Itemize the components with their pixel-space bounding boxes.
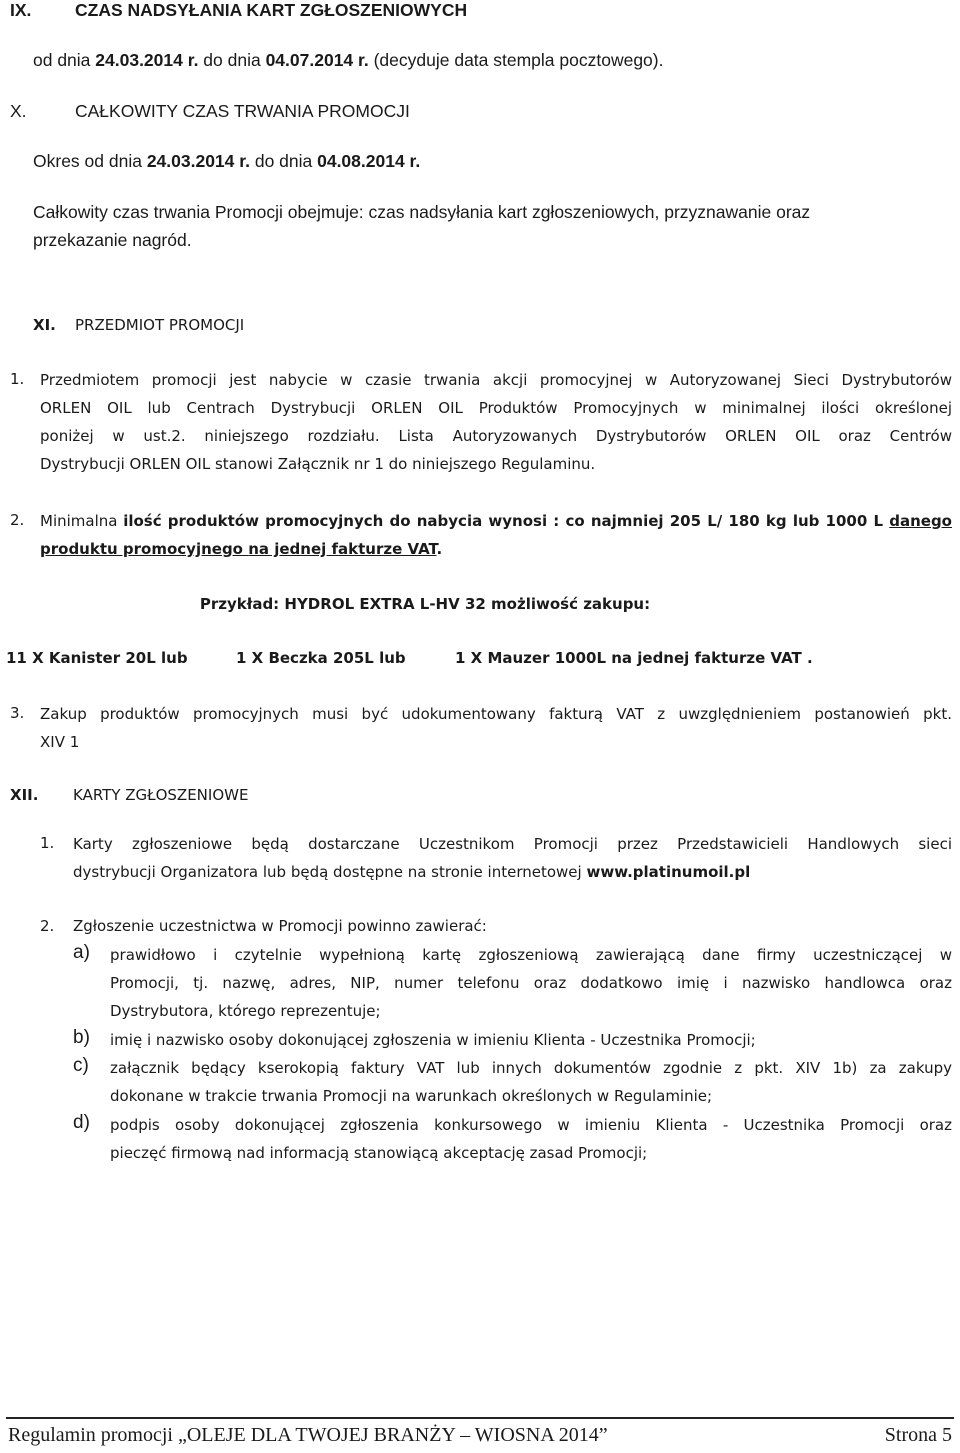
footer-divider — [6, 1417, 954, 1419]
dates-mid: do dnia — [198, 50, 266, 70]
s12-p1-line1: Karty zgłoszeniowe będą dostarczane Uczestnikom Promocji przez Przedstawicieli Handlowych sieci — [73, 835, 952, 853]
list-item-a-line3: Dystrybutora, którego reprezentuje; — [110, 1002, 381, 1020]
dates-prefix: od dnia — [33, 50, 96, 70]
s11-p2-line1 — [40, 507, 952, 535]
s11-p2-paragraph — [40, 507, 952, 563]
list-item-d — [110, 1111, 952, 1167]
section-10-title: CAŁKOWITY CZAS TRWANIA PROMOCJI — [75, 101, 410, 121]
section-9-number: IX. — [10, 0, 32, 20]
example-title: Przykład: HYDROL EXTRA L-HV 32 możliwość zakupu: — [199, 595, 651, 613]
date-from: 24.03.2014 r. — [95, 50, 199, 70]
s11-p1-line2: ORLEN OIL lub Centrach Dystrybucji ORLEN OIL Produktów Promocyjnych w minimalnej ilości określonej — [40, 399, 952, 417]
list-letter-a: a) — [73, 942, 90, 963]
s12-p1-paragraph — [73, 830, 952, 886]
period-date-to: 04.08.2014 r. — [317, 151, 421, 171]
s11-p2-line1a: Minimalna — [40, 512, 124, 530]
period-mid: do dnia — [249, 151, 318, 171]
s11-p1-line3a: poniżej w ust.2. niniejszego rozdziału. — [40, 427, 380, 445]
list-letter-c: c) — [73, 1055, 89, 1076]
footer-page-number: Strona 5 — [884, 1424, 952, 1446]
section-9-dates — [33, 50, 663, 71]
s11-p2-number: 2. — [10, 511, 25, 529]
s11-p1-paragraph — [40, 366, 952, 478]
section-11-title: PRZEDMIOT PROMOCJI — [75, 316, 245, 334]
list-letter-d: d) — [73, 1112, 90, 1133]
list-item-b-line1: imię i nazwisko osoby dokonującej zgłoszenia w imieniu Klienta - Uczestnika Promocji; — [110, 1031, 756, 1049]
list-item-c-line2: dokonane w trakcie trwania Promocji na warunkach określonych w Regulaminie; — [110, 1087, 713, 1105]
dates-note: (decyduje data stempla pocztowego). — [368, 50, 664, 70]
s11-p3-line1: Zakup produktów promocyjnych musi być udokumentowany fakturą VAT z uwzględnieniem postanowień pkt. — [40, 705, 952, 723]
list-letter-b: b) — [73, 1027, 90, 1048]
s11-p1-line3b: Lista Autoryzowanych Dystrybutorów ORLEN OIL oraz Centrów — [379, 427, 953, 445]
footer-title: Regulamin promocji „OLEJE DLA TWOJEJ BRANŻY – WIOSNA 2014” — [8, 1424, 608, 1446]
date-to: 04.07.2014 r. — [265, 50, 369, 70]
section-9-title: CZAS NADSYŁANIA KART ZGŁOSZENIOWYCH — [75, 0, 468, 20]
list-item-c — [110, 1054, 952, 1110]
list-item-a-line1: prawidłowo i czytelnie wypełnioną kartę zgłoszeniową zawierającą dane firmy uczestniczącej w — [110, 946, 952, 964]
section-10-number: X. — [10, 101, 27, 121]
s11-p2-line1c: danego — [889, 512, 952, 530]
section-10-desc-line1: Całkowity czas trwania Promocji obejmuje: czas nadsyłania kart zgłoszeniowych, przyznawanie oraz — [33, 202, 811, 222]
s11-p3-paragraph — [40, 700, 952, 756]
s11-p2-line2a: produktu promocyjnego — [40, 540, 249, 558]
example-option-3: 1 X Mauzer 1000L na jednej fakturze VAT . — [455, 649, 813, 667]
s11-p3-number: 3. — [10, 704, 25, 722]
example-option-1: 11 X Kanister 20L lub — [6, 649, 188, 667]
list-item-a-line2: Promocji, tj. nazwę, adres, NIP, numer telefonu oraz dodatkowo imię i nazwisko handlowca oraz — [110, 974, 952, 992]
list-item-b — [110, 1026, 952, 1054]
s11-p1-line4: Dystrybucji ORLEN OIL stanowi Załącznik nr 1 do niniejszego Regulaminu. — [40, 455, 596, 473]
s12-p2-intro: Zgłoszenie uczestnictwa w Promocji powinno zawierać: — [73, 917, 487, 935]
list-item-a — [110, 941, 952, 1025]
list-item-d-line1: podpis osoby dokonującej zgłoszenia konkursowego w imieniu Klienta - Uczestnika Promocji oraz — [110, 1116, 952, 1134]
example-option-2: 1 X Beczka 205L lub — [236, 649, 406, 667]
s11-p2-line1b: ilość produktów promocyjnych do nabycia wynosi : co najmniej 205 L/ 180 kg lub 1000 L — [123, 512, 890, 530]
s11-p2-line2c: na jednej fakturze VAT — [248, 540, 437, 558]
s11-p2-line2 — [40, 535, 952, 563]
s12-p1-line2a: dystrybucji Organizatora lub będą dostępne na stronie internetowej — [73, 863, 587, 881]
list-item-d-line2: pieczęć firmową nad informacją stanowiącą akceptację zasad Promocji; — [110, 1144, 648, 1162]
section-12-title: KARTY ZGŁOSZENIOWE — [73, 786, 249, 804]
s11-p3-line2: XIV 1 — [40, 733, 80, 751]
s11-p1-number: 1. — [10, 370, 25, 388]
section-10-desc-line2: przekazanie nagród. — [33, 230, 192, 250]
s12-p2-number: 2. — [40, 917, 55, 935]
s12-p1-line2 — [73, 858, 952, 886]
period-prefix: Okres od dnia — [33, 151, 147, 171]
s11-p1-line3 — [40, 422, 952, 450]
section-10-period — [33, 151, 420, 172]
section-11-number: XI. — [33, 316, 56, 334]
s11-p1-line1: Przedmiotem promocji jest nabycie w czasie trwania akcji promocyjnej w Autoryzowanej Sieci Dystrybutorów — [40, 371, 952, 389]
website-link[interactable]: www.platinumoil.pl — [586, 863, 751, 881]
section-12-number: XII. — [10, 786, 39, 804]
period-date-from: 24.03.2014 r. — [146, 151, 250, 171]
s12-p1-number: 1. — [40, 834, 55, 852]
list-item-c-line1: załącznik będący kserokopią faktury VAT lub innych dokumentów zgodnie z pkt. XIV 1b) za zakupy — [110, 1059, 952, 1077]
s11-p2-line2d: . — [436, 540, 443, 558]
